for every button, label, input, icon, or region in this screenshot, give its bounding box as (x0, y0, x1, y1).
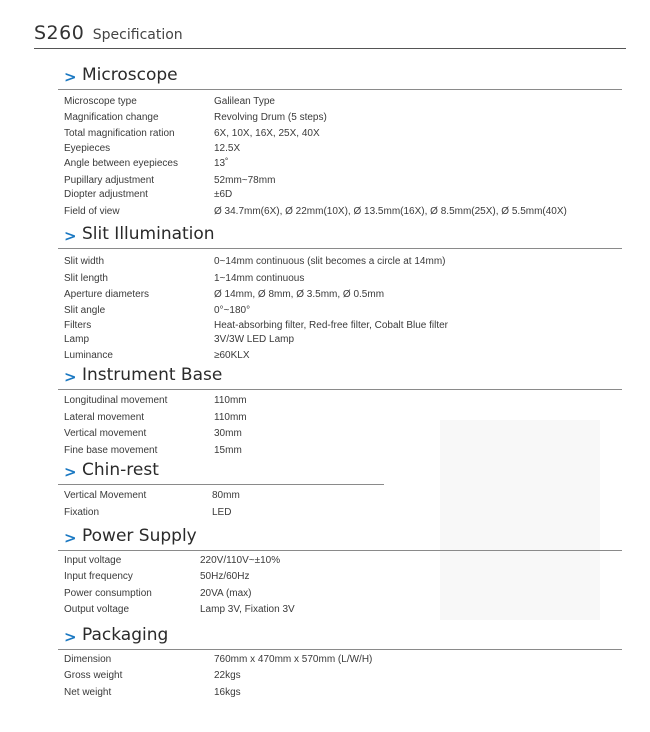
spec-label: Slit angle (64, 305, 106, 316)
spec-label: Field of view (64, 206, 120, 217)
spec-value: Galilean Type (214, 96, 275, 107)
section-instrument-base (58, 365, 622, 456)
spec-label: Lateral movement (64, 412, 145, 423)
spec-value: 0°~180° (214, 305, 251, 316)
spec-value: 110mm (214, 412, 247, 423)
spec-label: Aperture diameters (64, 289, 150, 300)
section-title: Chin-rest (82, 460, 159, 480)
chevron-right-icon: > (64, 368, 77, 386)
spec-label: Fine base movement (64, 445, 158, 456)
spec-label: Power consumption (64, 588, 152, 599)
section-title: Packaging (82, 625, 169, 645)
section-heading (58, 627, 622, 650)
spec-value: 22kgs (214, 670, 241, 681)
spec-label: Input voltage (64, 555, 122, 566)
spec-value: 20VA (max) (200, 588, 252, 599)
section-heading (58, 226, 622, 249)
spec-value: 110mm (214, 395, 247, 406)
page-title: Specification (92, 27, 183, 43)
spec-label: Eyepieces (64, 143, 111, 154)
spec-value: Ø 34.7mm(6X), Ø 22mm(10X), Ø 13.5mm(16X), Ø 8.5mm(25X), Ø 5.5mm(40X) (214, 206, 567, 217)
spec-label: Slit length (64, 273, 108, 284)
spec-value: 80mm (212, 490, 240, 501)
chevron-right-icon: > (64, 68, 77, 86)
spec-value: 12.5X (214, 143, 241, 154)
section-packaging (58, 625, 622, 698)
spec-value: Revolving Drum (5 steps) (214, 112, 327, 123)
spec-value: Ø 14mm, Ø 8mm, Ø 3.5mm, Ø 0.5mm (214, 289, 385, 300)
spec-label: Output voltage (64, 604, 130, 615)
spec-label: Input frequency (64, 571, 133, 582)
spec-label: Filters (64, 320, 92, 331)
spec-value: 0~14mm continuous (slit becomes a circle at 14mm) (214, 256, 446, 267)
spec-value: 3V/3W LED Lamp (214, 334, 295, 345)
section-heading (58, 367, 622, 390)
spec-label: Total magnification ration (64, 128, 175, 139)
spec-value: Lamp 3V, Fixation 3V (200, 604, 295, 615)
spec-label: Angle between eyepieces (64, 158, 178, 169)
chevron-right-icon: > (64, 628, 77, 646)
section-title: Slit Illumination (82, 224, 215, 244)
spec-label: Vertical Movement (64, 490, 147, 501)
spec-label: Net weight (64, 687, 112, 698)
spec-label: Dimension (64, 654, 112, 665)
spec-value: ≥60KLX (214, 350, 250, 361)
section-microscope (58, 65, 622, 217)
chevron-right-icon: > (64, 463, 77, 481)
spec-label: Vertical movement (64, 428, 147, 439)
page-header (34, 22, 626, 49)
spec-value: 760mm x 470mm x 570mm (L/W/H) (214, 654, 373, 665)
section-power-supply (58, 526, 622, 615)
spec-label: Magnification change (64, 112, 159, 123)
spec-label: Fixation (64, 507, 100, 518)
spec-value: 13˚ (214, 158, 229, 169)
spec-label: Pupillary adjustment (64, 175, 155, 186)
chevron-right-icon: > (64, 529, 77, 547)
spec-label: Longitudinal movement (64, 395, 168, 406)
section-heading (58, 462, 384, 485)
spec-label: Slit width (64, 256, 105, 267)
section-chin-rest (58, 460, 384, 518)
spec-value: 16kgs (214, 687, 241, 698)
section-title: Microscope (82, 65, 178, 85)
spec-value: 30mm (214, 428, 242, 439)
section-title: Power Supply (82, 526, 197, 546)
spec-value: 1~14mm continuous (214, 273, 305, 284)
spec-value: LED (212, 507, 232, 518)
spec-label: Luminance (64, 350, 113, 361)
spec-value: 50Hz/60Hz (200, 571, 250, 582)
model-name: S260 (34, 22, 85, 44)
spec-label: Microscope type (64, 96, 137, 107)
section-heading (58, 528, 622, 551)
section-title: Instrument Base (82, 365, 223, 385)
spec-value: 15mm (214, 445, 242, 456)
spec-value: 220V/110V~±10% (200, 555, 281, 566)
chevron-right-icon: > (64, 227, 77, 245)
spec-label: Lamp (64, 334, 90, 345)
spec-value: Heat-absorbing filter, Red-free filter, Cobalt Blue filter (214, 320, 448, 331)
spec-value: ±6D (214, 189, 233, 200)
section-slit-illumination (58, 224, 622, 361)
spec-value: 52mm~78mm (214, 175, 276, 186)
section-heading (58, 67, 622, 90)
spec-label: Diopter adjustment (64, 189, 148, 200)
spec-label: Gross weight (64, 670, 123, 681)
spec-value: 6X, 10X, 16X, 25X, 40X (214, 128, 320, 139)
faded-background-graphic (440, 420, 600, 620)
